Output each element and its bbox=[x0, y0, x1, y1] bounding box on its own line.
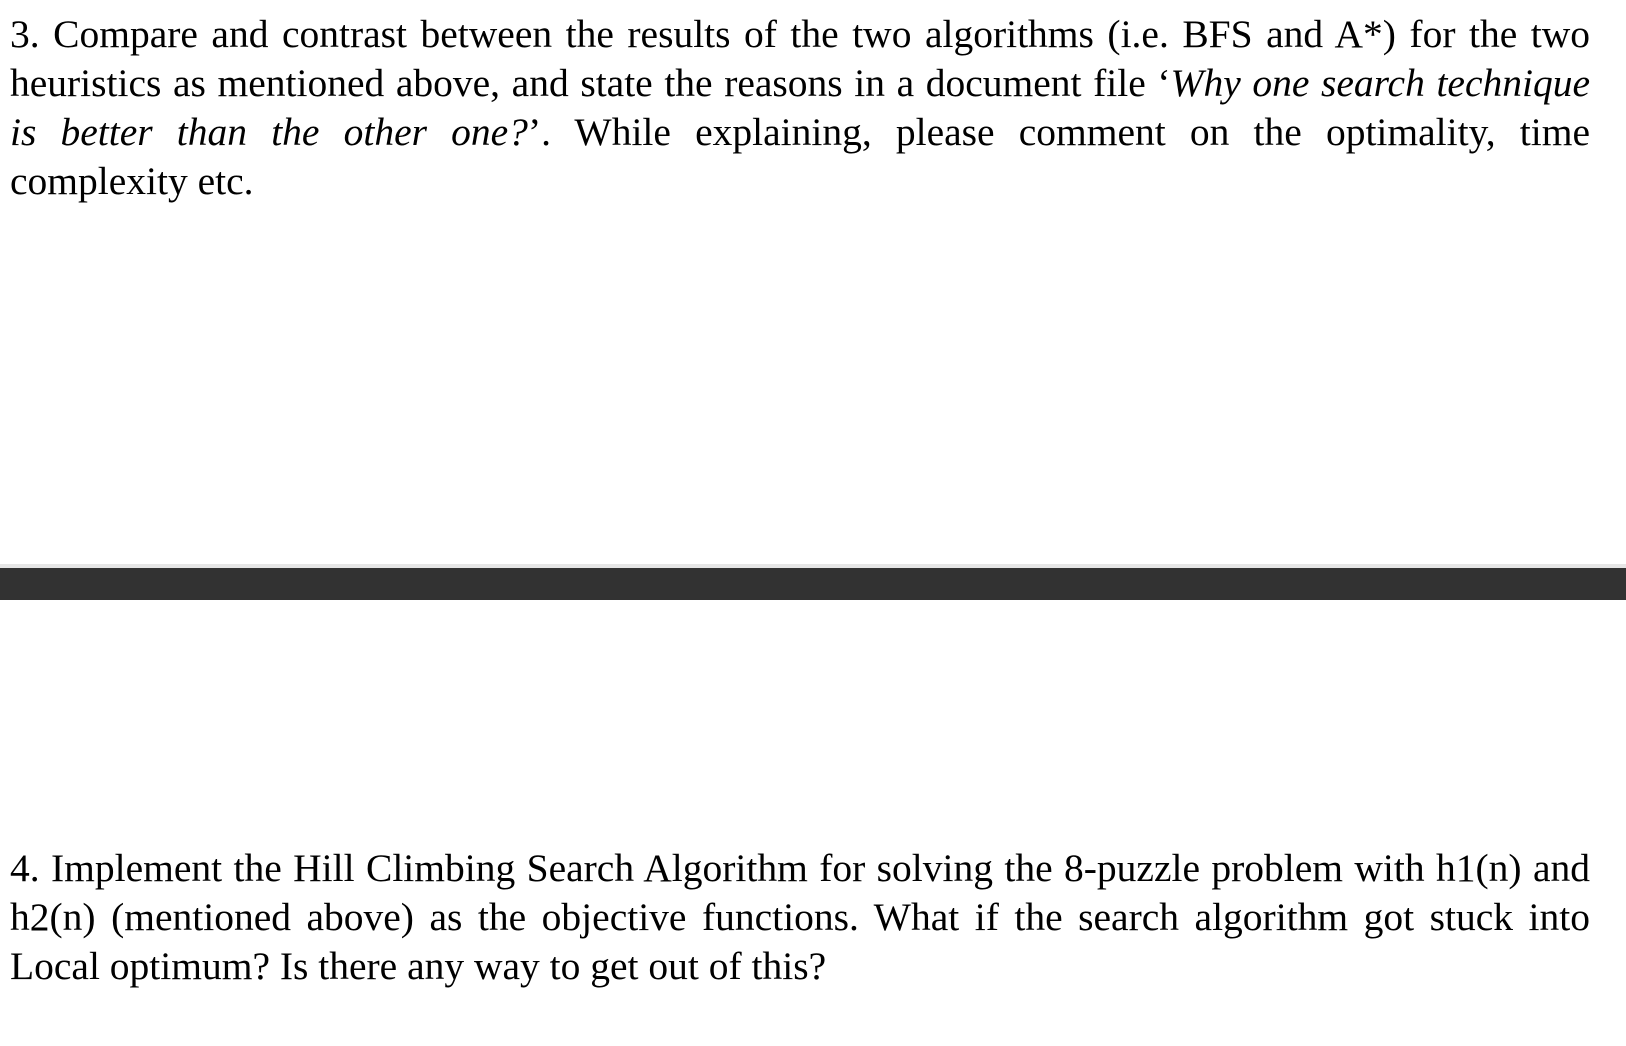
section-divider-bar bbox=[0, 568, 1626, 600]
question-3-lead: 3. Compare and contrast between the results of the two algorithms (i.e. BFS and A*) for the two heuristics as mentioned above, and state the reasons in a document file ‘ bbox=[10, 12, 1590, 105]
question-3-italic-title: Why one search technique is better than the other one? bbox=[10, 61, 1590, 154]
question-3-tail: ’. While explaining, please comment on the optimality, time complexity etc. bbox=[10, 110, 1590, 203]
question-4-text: 4. Implement the Hill Climbing Search Algorithm for solving the 8-puzzle problem with h1(n) and h2(n) (mentioned above) as the objective functions. What if the search algorithm got stuck into Local optimum? Is there any way to get out of this? bbox=[10, 846, 1590, 988]
question-3-text bbox=[10, 10, 1590, 206]
